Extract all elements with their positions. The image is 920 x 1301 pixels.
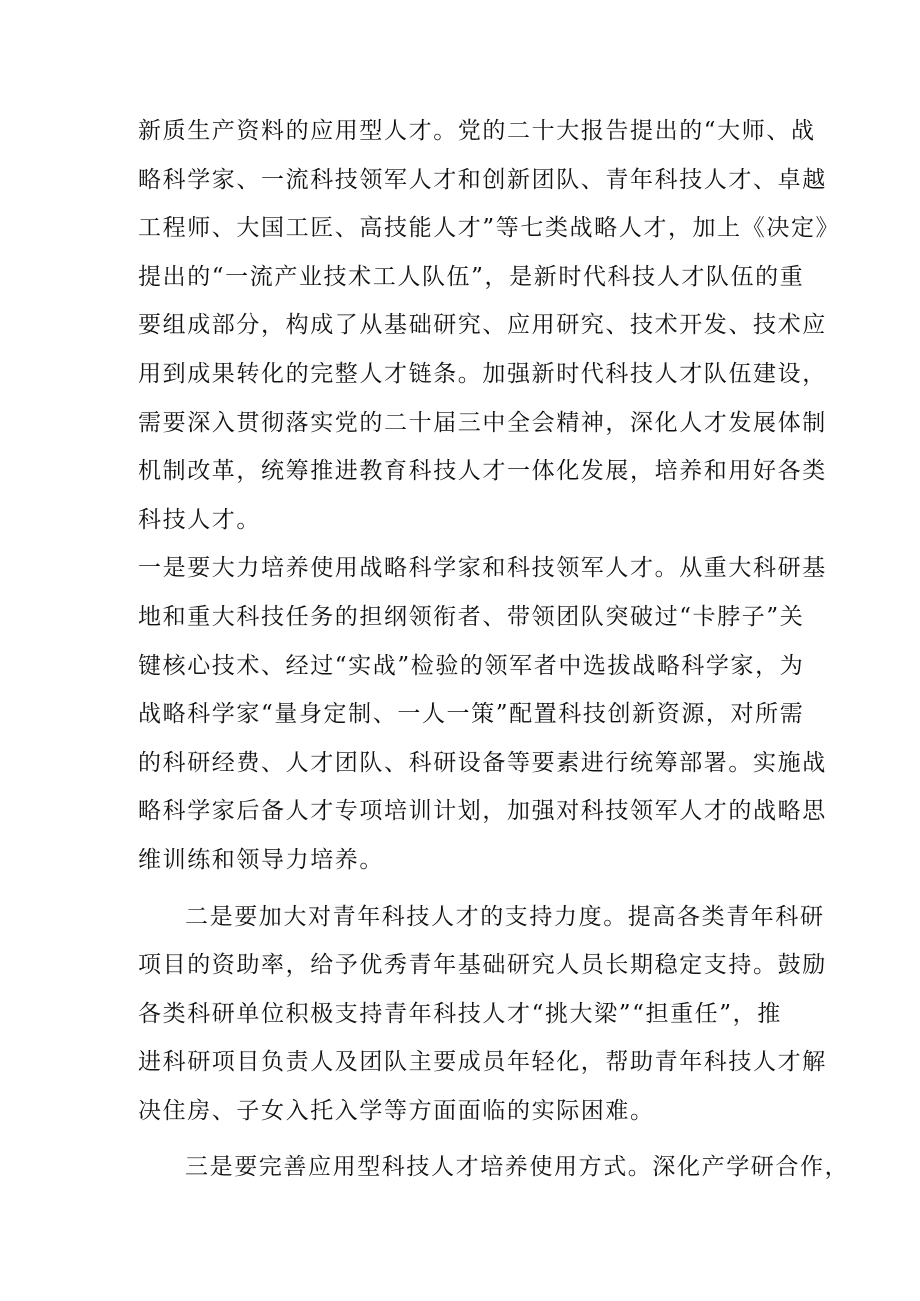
paragraph-strategic-scientists <box>138 544 827 884</box>
text-line: 键核心技术、经过“实战”检验的领军者中选拔战略科学家，为 <box>138 652 805 679</box>
text-line: 需要深入贯彻落实党的二十届三中全会精神，深化人才发展体制 <box>138 409 827 436</box>
text-line: 提出的“一流产业技术工人队伍”，是新时代科技人才队伍的重 <box>138 263 805 290</box>
text-line: 三是要完善应用型科技人才培养使用方式。深化产学研合作， <box>185 1154 850 1181</box>
text-line: 进科研项目负责人及团队主要成员年轻化，帮助青年科技人才解 <box>138 1049 827 1076</box>
text-line: 略科学家、一流科技领军人才和创新团队、青年科技人才、卓越 <box>138 166 827 193</box>
text-line: 机制改革，统筹推进教育科技人才一体化发展，培养和用好各类 <box>138 458 827 485</box>
paragraph-applied-talent <box>138 1143 850 1192</box>
text-line: 用到成果转化的完整人才链条。加强新时代科技人才队伍建设， <box>138 360 827 387</box>
text-line: 二是要加大对青年科技人才的支持力度。提高各类青年科研 <box>185 903 825 930</box>
text-line: 略科学家后备人才专项培训计划，加强对科技领军人才的战略思 <box>138 798 827 825</box>
paragraph-gap <box>138 1135 798 1143</box>
text-line: 项目的资助率，给予优秀青年基础研究人员长期稳定支持。鼓励 <box>138 952 827 979</box>
paragraph-gap <box>138 885 798 893</box>
text-line: 地和重大科技任务的担纲领衔者、带领团队突破过“卡脖子”关 <box>138 603 805 630</box>
paragraph-talent-chain <box>138 107 841 544</box>
text-line: 的科研经费、人才团队、科研设备等要素进行统筹部署。实施战 <box>138 749 827 776</box>
paragraph-young-talent <box>138 893 827 1136</box>
text-line: 各类科研单位积极支持青年科技人才“挑大梁”“担重任”，推 <box>138 1000 782 1027</box>
text-line: 战略科学家“量身定制、一人一策”配置科技创新资源，对所需 <box>138 701 805 728</box>
text-line: 一是要大力培养使用战略科学家和科技领军人才。从重大科研基 <box>138 555 827 582</box>
text-line: 决住房、子女入托入学等方面面临的实际困难。 <box>138 1097 655 1124</box>
text-line: 工程师、大国工匠、高技能人才”等七类战略人才，加上《决定》 <box>138 215 841 242</box>
text-line: 新质生产资料的应用型人才。党的二十大报告提出的“大师、战 <box>138 118 816 144</box>
text-line: 维训练和领导力培养。 <box>138 846 384 873</box>
text-line: 科技人才。 <box>138 506 261 533</box>
document-body <box>138 107 850 1192</box>
text-line: 要组成部分，构成了从基础研究、应用研究、技术开发、技术应 <box>138 312 827 339</box>
